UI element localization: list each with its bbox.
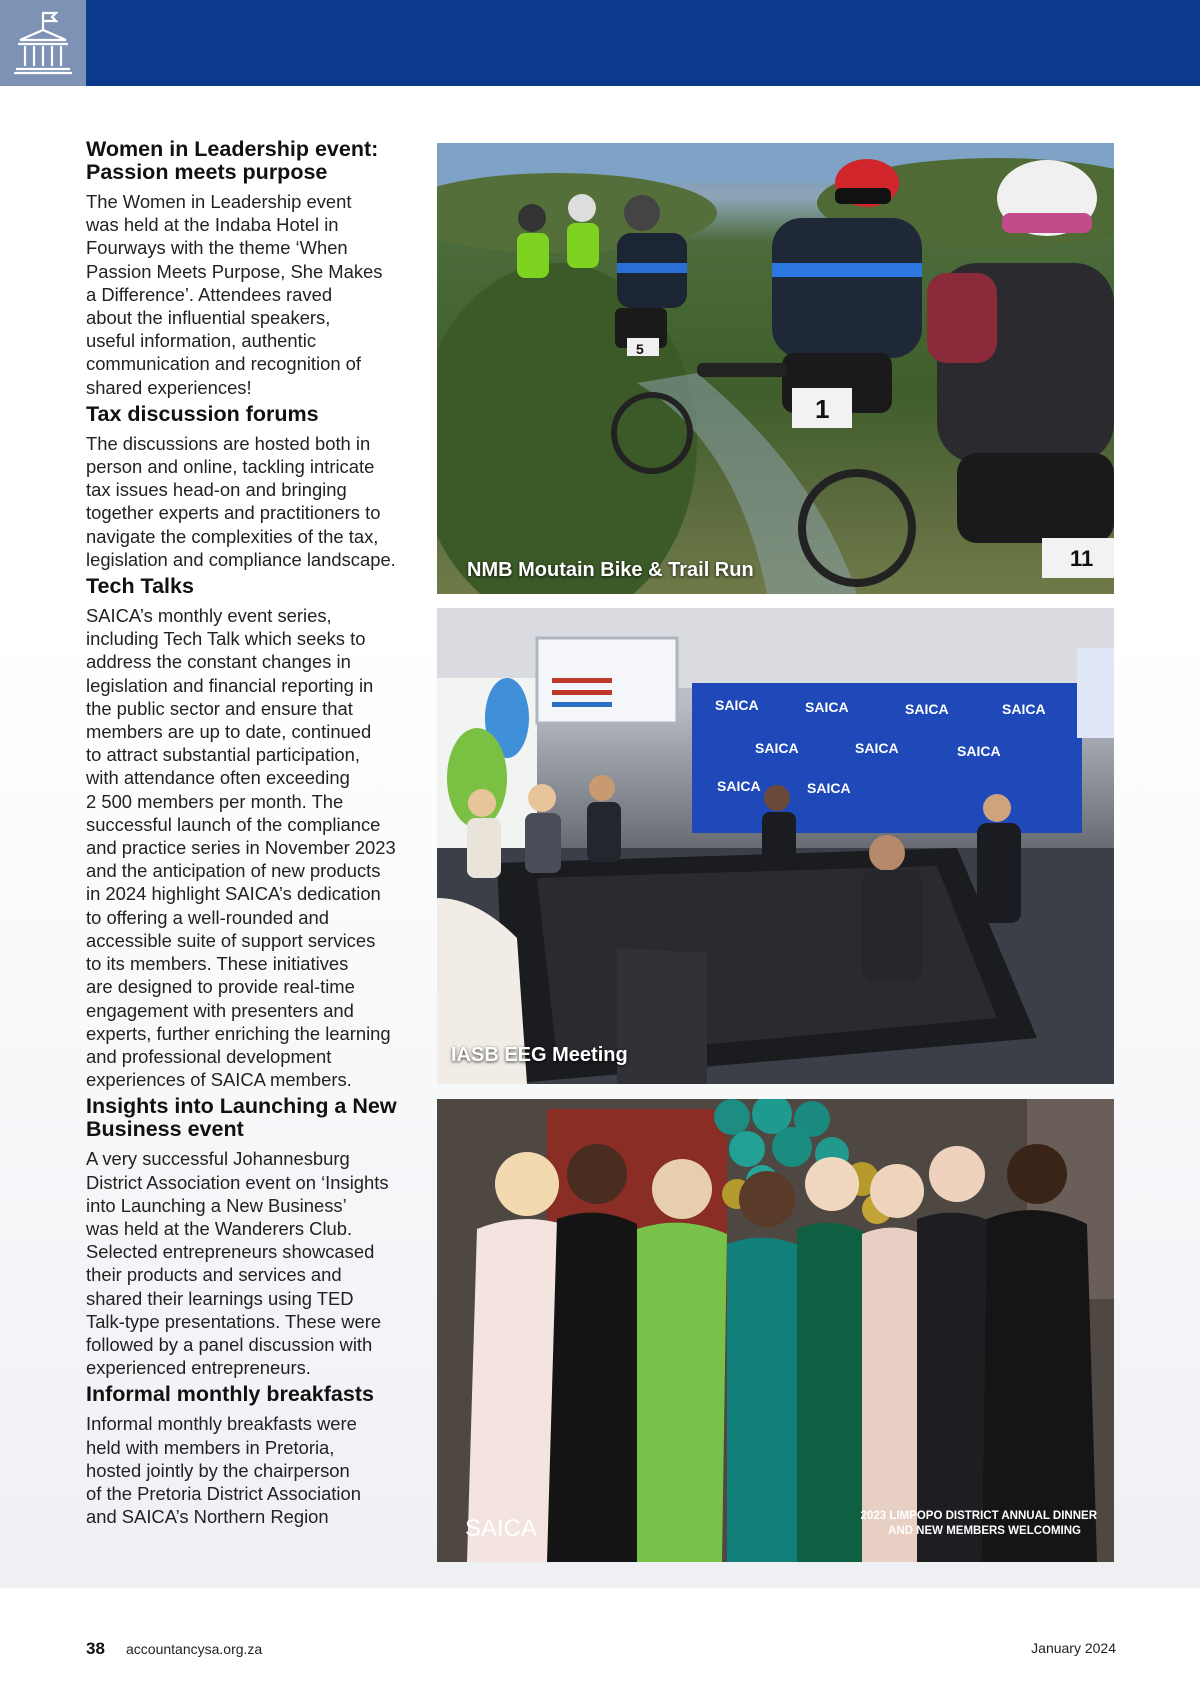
article-text-column [86,138,416,1532]
saica-logo: SAICA [465,1515,538,1542]
section-heading: Tax discussion forums [86,401,319,426]
page-number: 38 [86,1639,105,1658]
section-body: Informal monthly breakfasts were held with members in Pretoria, hosted jointly by the chairperson of the Pretoria District Association and SAICA’s Northern Region [86,1413,361,1528]
section-body: SAICA’s monthly event series, including Tech Talk which seeks to address the constant changes in legislation and financial reporting in the public sector and ensure that members are up to date, continued to attract substantial participation, with attendance often exceeding 2 500 members per month. The successful launch of the compliance and practice series in November 2023 and the anticipation of new products in 2024 highlight SAICA’s dedication to offering a well-rounded and accessible suite of support services to its members. These initiatives are designed to provide real-time engagement with presenters and experts, further enriching the learning and professional development experiences of SAICA members. [86,605,396,1091]
banner-text: SAICA [855,740,899,756]
section-body: The discussions are hosted both in person and online, tackling intricate tax issues head-on and bringing together experts and practitioners to navigate the complexities of the tax, legislation and compliance landscape. [86,432,396,570]
section-heading: Insights into Launching a New Business event [86,1094,397,1142]
footer-date: January 2024 [1031,1640,1116,1656]
section-heading: Tech Talks [86,574,194,599]
banner-text: SAICA [905,701,949,717]
banner-text: SAICA [715,697,759,713]
section-body: A very successful Johannesburg District Association event on ‘Insights into Launching a New Business’ was held at the Wanderers Club. Selected entrepreneurs showcased their products and services and shared their learnings using TED Talk-type presentations. These were followed by a panel discussion with experienced entrepreneurs. [86,1148,389,1379]
photo-mountain-bike [437,143,1114,594]
banner-text: SAICA [807,780,851,796]
photo-caption: IASB EEG Meeting [451,1044,628,1066]
bike-illustration [437,143,1114,594]
banner-text: SAICA [957,743,1001,759]
meeting-illustration [437,608,1114,1084]
section-body: The Women in Leadership event was held at the Indaba Hotel in Fourways with the theme ‘When Passion Meets Purpose, She Makes a Difference’. Attendees raved about the influential speakers, useful information, authentic communication and recognition of shared experiences! [86,191,383,398]
section-monthly-breakfasts [86,1383,416,1528]
footer-website: accountancysa.org.za [126,1641,263,1657]
section-tax-discussion [86,403,416,571]
photo-limpopo-dinner [437,1099,1114,1562]
bike-number-5: 5 [636,341,644,357]
photo-caption: 2023 LIMPOPO DISTRICT ANNUAL DINNER [860,1510,1097,1522]
group-illustration [437,1099,1114,1562]
banner-text: SAICA [805,699,849,715]
banner-text: SAICA [717,778,761,794]
section-heading: Women in Leadership event: Passion meets purpose [86,137,379,184]
photo-iasb-meeting [437,608,1114,1084]
banner-text: SAICA [1002,701,1046,717]
section-tech-talks [86,575,416,1091]
section-women-in-leadership [86,138,416,399]
header-icon-box [0,0,86,86]
building-flag-icon [10,8,76,76]
bike-number-1: 1 [815,394,830,424]
photo-caption: AND NEW MEMBERS WELCOMING [888,1525,1081,1537]
banner-text: SAICA [755,740,799,756]
photo-caption: NMB Moutain Bike & Trail Run [467,559,754,581]
bike-number-11: 11 [1070,546,1094,571]
header-bar [0,0,1200,86]
section-launching-business [86,1095,416,1379]
section-heading: Informal monthly breakfasts [86,1382,374,1407]
